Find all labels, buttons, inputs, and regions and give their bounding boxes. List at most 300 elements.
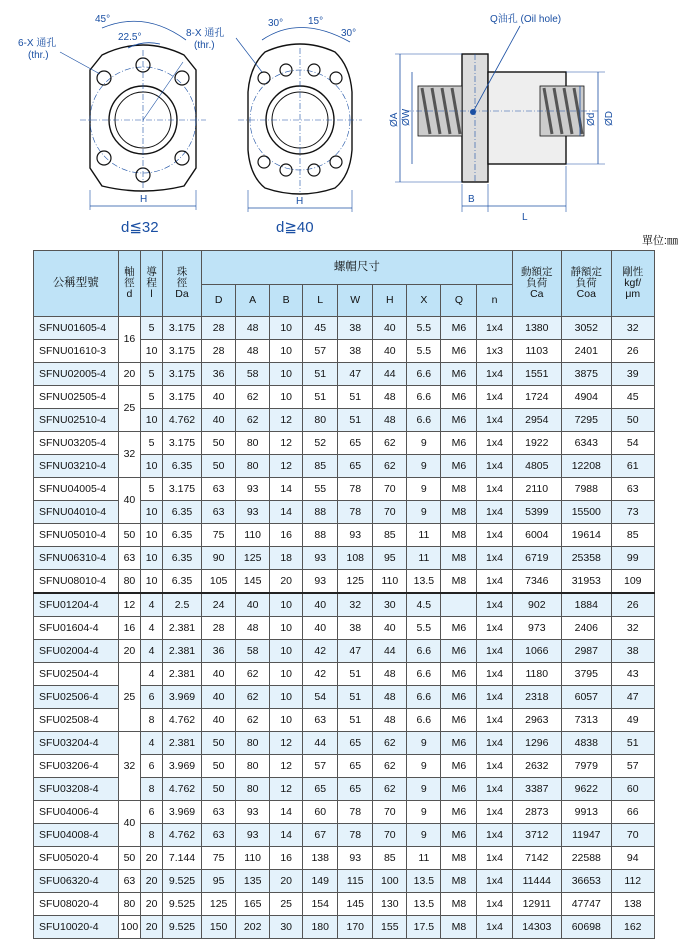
cell-l: 93 xyxy=(303,547,338,570)
cell-l: 10 xyxy=(141,570,163,594)
cell-n: 1x3 xyxy=(477,340,512,363)
cell-model: SFU03204-4 xyxy=(34,732,119,755)
cell-w: 51 xyxy=(338,409,373,432)
cell-w: 47 xyxy=(338,363,373,386)
cell-h: 70 xyxy=(373,478,407,501)
cell-d: 75 xyxy=(202,524,236,547)
cell-b: 16 xyxy=(270,847,303,870)
cell-model: SFNU03210-4 xyxy=(34,455,119,478)
cell-n: 1x4 xyxy=(477,893,512,916)
cell-n: 1x4 xyxy=(477,916,512,939)
cell-d: 150 xyxy=(202,916,236,939)
cell-l: 154 xyxy=(303,893,338,916)
cell-coa: 6343 xyxy=(562,432,612,455)
cell-b: 20 xyxy=(270,570,303,594)
cell-d: 28 xyxy=(202,617,236,640)
cell-da: 2.5 xyxy=(162,593,201,617)
header-B: B xyxy=(270,285,303,317)
cell-w: 32 xyxy=(338,593,373,617)
cell-h: 40 xyxy=(373,317,407,340)
cell-n: 1x4 xyxy=(477,801,512,824)
cell-da: 9.525 xyxy=(162,916,201,939)
table-row xyxy=(34,617,655,640)
cell-k: 60 xyxy=(611,778,654,801)
cell-d: 63 xyxy=(202,478,236,501)
cell-n: 1x4 xyxy=(477,432,512,455)
cell-l: 10 xyxy=(141,547,163,570)
cell-model: SFU02004-4 xyxy=(34,640,119,663)
cell-a: 93 xyxy=(236,801,270,824)
header-A: A xyxy=(236,285,270,317)
cell-w: 65 xyxy=(338,732,373,755)
cell-d: 90 xyxy=(202,547,236,570)
cell-da: 2.381 xyxy=(162,663,201,686)
cell-coa: 15500 xyxy=(562,501,612,524)
cell-coa: 3052 xyxy=(562,317,612,340)
dim-b-label: B xyxy=(468,194,475,205)
cell-a: 80 xyxy=(236,755,270,778)
cell-a: 93 xyxy=(236,501,270,524)
cell-d: 125 xyxy=(202,893,236,916)
cell-b: 10 xyxy=(270,709,303,732)
cell-w: 115 xyxy=(338,870,373,893)
cell-ca: 12911 xyxy=(512,893,562,916)
cell-ca: 14303 xyxy=(512,916,562,939)
cell-da: 3.175 xyxy=(162,363,201,386)
cell-k: 94 xyxy=(611,847,654,870)
cell-shaft-diameter: 63 xyxy=(118,547,141,570)
cell-q: M6 xyxy=(441,317,477,340)
oil-hole-label: Q油孔 (Oil hole) xyxy=(490,14,562,25)
table-row xyxy=(34,870,655,893)
cell-w: 38 xyxy=(338,340,373,363)
header-lead: 導 程 l xyxy=(141,251,163,317)
cell-shaft-diameter: 40 xyxy=(118,478,141,524)
cell-k: 162 xyxy=(611,916,654,939)
header-Q: Q xyxy=(441,285,477,317)
cell-model: SFNU04005-4 xyxy=(34,478,119,501)
cell-x: 13.5 xyxy=(407,893,441,916)
cell-ca: 2318 xyxy=(512,686,562,709)
cell-coa: 1884 xyxy=(562,593,612,617)
cell-q: M6 xyxy=(441,640,477,663)
cell-k: 99 xyxy=(611,547,654,570)
cell-a: 62 xyxy=(236,386,270,409)
cell-l: 80 xyxy=(303,409,338,432)
cell-w: 65 xyxy=(338,755,373,778)
cell-ca: 2954 xyxy=(512,409,562,432)
cell-k: 54 xyxy=(611,432,654,455)
cell-model: SFNU04010-4 xyxy=(34,501,119,524)
cell-ca: 3387 xyxy=(512,778,562,801)
cell-a: 80 xyxy=(236,432,270,455)
cell-q: M6 xyxy=(441,732,477,755)
cell-shaft-diameter: 100 xyxy=(118,916,141,939)
dim-od-small-label: Ød xyxy=(586,112,597,126)
cell-h: 62 xyxy=(373,432,407,455)
cell-l: 51 xyxy=(303,363,338,386)
cell-x: 6.6 xyxy=(407,640,441,663)
cell-q: M6 xyxy=(441,432,477,455)
cell-coa: 19614 xyxy=(562,524,612,547)
cell-x: 6.6 xyxy=(407,386,441,409)
cell-n: 1x4 xyxy=(477,524,512,547)
cell-h: 48 xyxy=(373,709,407,732)
cell-shaft-diameter: 63 xyxy=(118,870,141,893)
cell-model: SFU05020-4 xyxy=(34,847,119,870)
cell-model: SFU08020-4 xyxy=(34,893,119,916)
cell-x: 9 xyxy=(407,801,441,824)
nut-side-view xyxy=(389,12,615,223)
cell-a: 145 xyxy=(236,570,270,594)
cell-a: 110 xyxy=(236,524,270,547)
cell-l: 20 xyxy=(141,916,163,939)
cell-coa: 7313 xyxy=(562,709,612,732)
cell-w: 65 xyxy=(338,455,373,478)
cell-k: 85 xyxy=(611,524,654,547)
cell-da: 3.175 xyxy=(162,317,201,340)
cell-a: 58 xyxy=(236,640,270,663)
angle-45-label: 45° xyxy=(95,14,111,25)
cell-b: 12 xyxy=(270,432,303,455)
unit-label: 單位:㎜ xyxy=(641,235,678,247)
cell-l: 138 xyxy=(303,847,338,870)
cell-d: 40 xyxy=(202,686,236,709)
holes-sublabel: (thr.) xyxy=(28,50,49,61)
cell-k: 47 xyxy=(611,686,654,709)
cell-da: 4.762 xyxy=(162,824,201,847)
cell-b: 12 xyxy=(270,755,303,778)
cell-w: 65 xyxy=(338,778,373,801)
cell-h: 70 xyxy=(373,801,407,824)
cell-model: SFNU01610-3 xyxy=(34,340,119,363)
cell-model: SFNU06310-4 xyxy=(34,547,119,570)
cell-coa: 60698 xyxy=(562,916,612,939)
cell-q: M8 xyxy=(441,893,477,916)
cell-q: M6 xyxy=(441,386,477,409)
cell-x: 5.5 xyxy=(407,317,441,340)
table-row xyxy=(34,317,655,340)
cell-ca: 7142 xyxy=(512,847,562,870)
table-row xyxy=(34,570,655,594)
cell-l: 42 xyxy=(303,663,338,686)
cell-coa: 2987 xyxy=(562,640,612,663)
cell-ca: 6004 xyxy=(512,524,562,547)
cell-x: 11 xyxy=(407,524,441,547)
cell-ca: 902 xyxy=(512,593,562,617)
cell-a: 62 xyxy=(236,663,270,686)
cell-coa: 3875 xyxy=(562,363,612,386)
cell-model: SFNU08010-4 xyxy=(34,570,119,594)
cell-l: 5 xyxy=(141,478,163,501)
cell-w: 93 xyxy=(338,524,373,547)
cell-n: 1x4 xyxy=(477,755,512,778)
cell-n: 1x4 xyxy=(477,570,512,594)
flange-drawing-6-hole xyxy=(18,14,206,236)
cell-shaft-diameter: 40 xyxy=(118,801,141,847)
cell-h: 62 xyxy=(373,732,407,755)
cell-shaft-diameter: 16 xyxy=(118,617,141,640)
cell-w: 51 xyxy=(338,686,373,709)
cell-a: 58 xyxy=(236,363,270,386)
cell-x: 13.5 xyxy=(407,870,441,893)
cell-x: 11 xyxy=(407,547,441,570)
cell-x: 11 xyxy=(407,847,441,870)
cell-n: 1x4 xyxy=(477,501,512,524)
cell-d: 40 xyxy=(202,386,236,409)
cell-h: 100 xyxy=(373,870,407,893)
cell-shaft-diameter: 32 xyxy=(118,432,141,478)
cell-a: 165 xyxy=(236,893,270,916)
cell-h: 48 xyxy=(373,409,407,432)
cell-a: 48 xyxy=(236,617,270,640)
cell-coa: 22588 xyxy=(562,847,612,870)
angle-30-left-label: 30° xyxy=(268,18,284,29)
spec-table-body xyxy=(34,317,655,939)
cell-k: 66 xyxy=(611,801,654,824)
cell-ca: 3712 xyxy=(512,824,562,847)
cell-ca: 2873 xyxy=(512,801,562,824)
cell-shaft-diameter: 12 xyxy=(118,593,141,617)
cell-shaft-diameter: 50 xyxy=(118,847,141,870)
cell-k: 26 xyxy=(611,340,654,363)
cell-a: 48 xyxy=(236,340,270,363)
cell-w: 51 xyxy=(338,709,373,732)
cell-l: 63 xyxy=(303,709,338,732)
cell-l: 6 xyxy=(141,801,163,824)
holes-label: 6-X 通孔 xyxy=(18,38,57,49)
cell-n: 1x4 xyxy=(477,778,512,801)
cell-l: 55 xyxy=(303,478,338,501)
cell-l: 85 xyxy=(303,455,338,478)
dim-h-label-8: H xyxy=(296,196,304,207)
cell-w: 125 xyxy=(338,570,373,594)
cell-k: 109 xyxy=(611,570,654,594)
cell-q: M6 xyxy=(441,801,477,824)
cell-q: M6 xyxy=(441,340,477,363)
cell-b: 14 xyxy=(270,801,303,824)
cell-model: SFNU02510-4 xyxy=(34,409,119,432)
cell-coa: 12208 xyxy=(562,455,612,478)
cell-q: M6 xyxy=(441,686,477,709)
cell-l: 42 xyxy=(303,640,338,663)
cell-l: 4 xyxy=(141,593,163,617)
cell-q: M8 xyxy=(441,916,477,939)
header-shaft: 軸 徑 d xyxy=(118,251,141,317)
cell-x: 4.5 xyxy=(407,593,441,617)
cell-coa: 2401 xyxy=(562,340,612,363)
cell-l: 10 xyxy=(141,501,163,524)
cell-h: 44 xyxy=(373,363,407,386)
cell-da: 4.762 xyxy=(162,709,201,732)
cell-b: 25 xyxy=(270,893,303,916)
cell-model: SFNU03205-4 xyxy=(34,432,119,455)
cell-n: 1x4 xyxy=(477,317,512,340)
flange-drawing-8-hole xyxy=(186,16,362,236)
header-ball: 珠 徑 Da xyxy=(162,251,201,317)
cell-l: 10 xyxy=(141,340,163,363)
cell-b: 16 xyxy=(270,524,303,547)
cell-shaft-diameter: 20 xyxy=(118,640,141,663)
cell-k: 73 xyxy=(611,501,654,524)
cell-w: 170 xyxy=(338,916,373,939)
cell-shaft-diameter: 80 xyxy=(118,893,141,916)
caption-middle: d≧40 xyxy=(276,219,314,236)
cell-d: 63 xyxy=(202,501,236,524)
cell-x: 13.5 xyxy=(407,570,441,594)
cell-a: 62 xyxy=(236,709,270,732)
cell-da: 7.144 xyxy=(162,847,201,870)
cell-l: 5 xyxy=(141,363,163,386)
cell-model: SFU01204-4 xyxy=(34,593,119,617)
cell-coa: 4838 xyxy=(562,732,612,755)
cell-l: 8 xyxy=(141,824,163,847)
caption-left: d≦32 xyxy=(121,219,159,236)
cell-x: 6.6 xyxy=(407,409,441,432)
cell-da: 6.35 xyxy=(162,501,201,524)
cell-coa: 36653 xyxy=(562,870,612,893)
cell-q: M6 xyxy=(441,617,477,640)
cell-b: 14 xyxy=(270,824,303,847)
cell-l: 10 xyxy=(141,455,163,478)
cell-model: SFU02508-4 xyxy=(34,709,119,732)
cell-q: M8 xyxy=(441,570,477,594)
cell-b: 10 xyxy=(270,317,303,340)
holes-sublabel-8: (thr.) xyxy=(194,40,215,51)
cell-d: 36 xyxy=(202,363,236,386)
header-n: n xyxy=(477,285,512,317)
cell-x: 9 xyxy=(407,455,441,478)
cell-coa: 3795 xyxy=(562,663,612,686)
cell-l: 93 xyxy=(303,570,338,594)
cell-a: 62 xyxy=(236,686,270,709)
cell-da: 4.762 xyxy=(162,778,201,801)
cell-q: M8 xyxy=(441,547,477,570)
cell-n: 1x4 xyxy=(477,640,512,663)
cell-model: SFU02506-4 xyxy=(34,686,119,709)
cell-k: 51 xyxy=(611,732,654,755)
cell-x: 9 xyxy=(407,732,441,755)
table-row xyxy=(34,640,655,663)
dim-od-label: ØD xyxy=(604,111,615,126)
cell-l: 44 xyxy=(303,732,338,755)
cell-w: 51 xyxy=(338,663,373,686)
cell-b: 14 xyxy=(270,478,303,501)
cell-n: 1x4 xyxy=(477,547,512,570)
cell-d: 50 xyxy=(202,732,236,755)
cell-b: 14 xyxy=(270,501,303,524)
cell-b: 10 xyxy=(270,340,303,363)
cell-l: 88 xyxy=(303,501,338,524)
cell-x: 17.5 xyxy=(407,916,441,939)
cell-model: SFNU02005-4 xyxy=(34,363,119,386)
cell-k: 38 xyxy=(611,640,654,663)
cell-l: 51 xyxy=(303,386,338,409)
cell-q: M8 xyxy=(441,478,477,501)
table-row xyxy=(34,547,655,570)
cell-b: 10 xyxy=(270,386,303,409)
cell-h: 62 xyxy=(373,755,407,778)
cell-l: 67 xyxy=(303,824,338,847)
cell-coa: 47747 xyxy=(562,893,612,916)
cell-da: 3.175 xyxy=(162,340,201,363)
cell-b: 12 xyxy=(270,455,303,478)
cell-w: 78 xyxy=(338,478,373,501)
header-static-load: 靜額定 負荷 Coa xyxy=(562,251,612,317)
cell-k: 57 xyxy=(611,755,654,778)
technical-drawings xyxy=(0,0,690,240)
cell-n: 1x4 xyxy=(477,732,512,755)
cell-b: 10 xyxy=(270,640,303,663)
cell-n: 1x4 xyxy=(477,709,512,732)
cell-coa: 25358 xyxy=(562,547,612,570)
cell-b: 12 xyxy=(270,778,303,801)
cell-w: 78 xyxy=(338,801,373,824)
cell-b: 18 xyxy=(270,547,303,570)
cell-da: 6.35 xyxy=(162,524,201,547)
table-row xyxy=(34,363,655,386)
cell-coa: 7988 xyxy=(562,478,612,501)
cell-x: 9 xyxy=(407,755,441,778)
cell-model: SFU06320-4 xyxy=(34,870,119,893)
cell-h: 40 xyxy=(373,617,407,640)
cell-x: 9 xyxy=(407,501,441,524)
cell-da: 6.35 xyxy=(162,570,201,594)
cell-da: 6.35 xyxy=(162,455,201,478)
cell-model: SFU10020-4 xyxy=(34,916,119,939)
cell-a: 93 xyxy=(236,824,270,847)
cell-x: 9 xyxy=(407,478,441,501)
cell-n: 1x4 xyxy=(477,363,512,386)
cell-w: 38 xyxy=(338,617,373,640)
cell-ca: 973 xyxy=(512,617,562,640)
cell-da: 9.525 xyxy=(162,870,201,893)
cell-a: 80 xyxy=(236,732,270,755)
cell-h: 44 xyxy=(373,640,407,663)
cell-d: 63 xyxy=(202,824,236,847)
cell-b: 10 xyxy=(270,663,303,686)
cell-ca: 1551 xyxy=(512,363,562,386)
cell-l: 4 xyxy=(141,617,163,640)
header-rigidity: 剛性 kgf/ μm xyxy=(611,251,654,317)
cell-k: 39 xyxy=(611,363,654,386)
cell-q: M6 xyxy=(441,755,477,778)
cell-k: 112 xyxy=(611,870,654,893)
cell-ca: 2632 xyxy=(512,755,562,778)
cell-a: 110 xyxy=(236,847,270,870)
cell-n: 1x4 xyxy=(477,617,512,640)
dim-ow-label: ØW xyxy=(401,108,412,126)
cell-a: 93 xyxy=(236,478,270,501)
cell-n: 1x4 xyxy=(477,593,512,617)
cell-a: 135 xyxy=(236,870,270,893)
cell-ca: 1066 xyxy=(512,640,562,663)
cell-d: 50 xyxy=(202,755,236,778)
cell-k: 138 xyxy=(611,893,654,916)
cell-d: 105 xyxy=(202,570,236,594)
cell-d: 28 xyxy=(202,340,236,363)
header-W: W xyxy=(338,285,373,317)
cell-k: 63 xyxy=(611,478,654,501)
cell-q: M6 xyxy=(441,455,477,478)
cell-ca: 2110 xyxy=(512,478,562,501)
table-row xyxy=(34,524,655,547)
cell-da: 3.175 xyxy=(162,386,201,409)
cell-l: 45 xyxy=(303,317,338,340)
cell-ca: 6719 xyxy=(512,547,562,570)
cell-b: 10 xyxy=(270,363,303,386)
cell-coa: 7979 xyxy=(562,755,612,778)
